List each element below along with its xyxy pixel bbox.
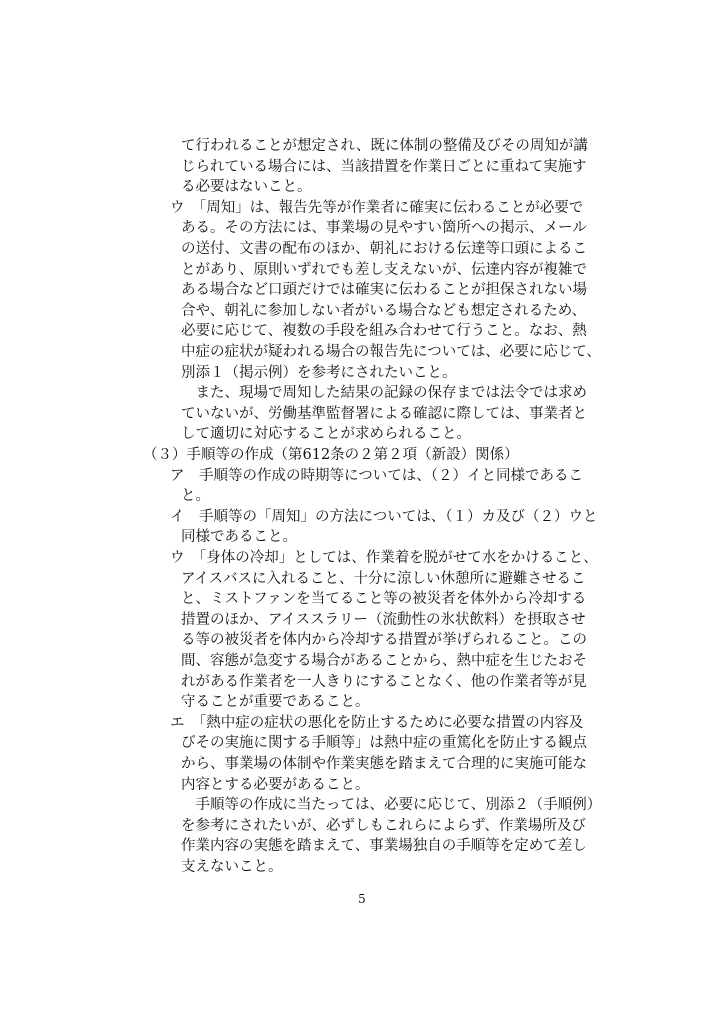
body-line: ウ 「周知」は、報告先等が作業者に確実に伝わることが必要で: [170, 199, 584, 216]
body-line: の送付、文書の配布のほか、朝礼における伝達等口頭によるこ: [181, 241, 587, 257]
body-line: 手順等の作成に当たっては、必要に応じて、別添２（手順例）: [181, 797, 602, 814]
body-line: 別添１（掲示例）を参考にされたいこと。: [181, 364, 457, 381]
body-line: 支えないこと。: [181, 859, 283, 875]
body-line: 守ることが重要であること。: [181, 694, 370, 711]
body-line: して適切に対応することが求められること。: [181, 426, 471, 443]
body-line: 必要に応じて、複数の手段を組み合わせて行うこと。なお、熱: [181, 323, 587, 340]
body-line: イ 手順等の「周知」の方法については、（１）カ及び（２）ウと: [170, 508, 598, 525]
body-line: ウ 「身体の冷却」としては、作業着を脱がせて水をかけること、: [170, 550, 598, 566]
body-line: る等の被災者を体内から冷却する措置が挙げられること。この: [181, 632, 587, 649]
section-heading: （３）手順等の作成（第612条の２第２項（新設）関係）: [143, 447, 519, 463]
body-line: じられている場合には、当該措置を作業日ごとに重ねて実施す: [181, 158, 587, 175]
body-line: 中症の症状が疑われる場合の報告先については、必要に応じて、: [181, 344, 601, 360]
body-line: る必要はないこと。: [181, 179, 312, 196]
body-line: とがあり、原則いずれでも差し支えないが、伝達内容が複雑で: [181, 261, 587, 278]
body-line: アイスバスに入れること、十分に涼しい休憩所に避難させるこ: [181, 570, 586, 587]
body-line: ていないが、労働基準監督署による確認に際しては、事業者と: [181, 405, 587, 422]
body-line: ある。その方法には、事業場の見やすい箇所への掲示、メール: [181, 220, 587, 237]
body-line: びその実施に関する手順等」は熱中症の重篤化を防止する観点: [181, 735, 587, 752]
body-line: れがある作業者を一人きりにすることなく、他の作業者等が見: [181, 673, 587, 690]
body-line: また、現場で周知した結果の記録の保存までは法令では求め: [181, 385, 587, 402]
body-line: エ 「熱中症の症状の悪化を防止するために必要な措置の内容及: [170, 714, 584, 731]
body-line: 措置のほか、アイススラリー（流動性の氷状飲料）を摂取させ: [181, 611, 586, 628]
body-line: 作業内容の実態を踏まえて、事業場独自の手順等を定めて差し: [181, 838, 587, 855]
body-line: 内容とする必要があること。: [181, 776, 370, 793]
body-line: を参考にされたいが、必ずしもこれらによらず、作業場所及び: [181, 817, 586, 834]
body-line: て行われることが想定され、既に体制の整備及びその周知が講: [181, 138, 588, 154]
body-line: 同様であること。: [181, 529, 297, 546]
page-number: 5: [358, 892, 366, 906]
body-line: 合や、朝礼に参加しない者がいる場合なども想定されるため、: [181, 302, 587, 319]
body-line: 間、容態が急変する場合があることから、熱中症を生じたおそ: [181, 653, 587, 669]
body-line: から、事業場の体制や作業実態を踏まえて合理的に実施可能な: [181, 756, 587, 772]
body-line: と。: [181, 488, 210, 505]
body-line: と、ミストファンを当てること等の被災者を体外から冷却する: [181, 591, 587, 608]
body-line: ある場合など口頭だけでは確実に伝わることが担保されない場: [181, 282, 587, 299]
body-line: ア 手順等の作成の時期等については、（２）イと同様であるこ: [170, 467, 583, 484]
